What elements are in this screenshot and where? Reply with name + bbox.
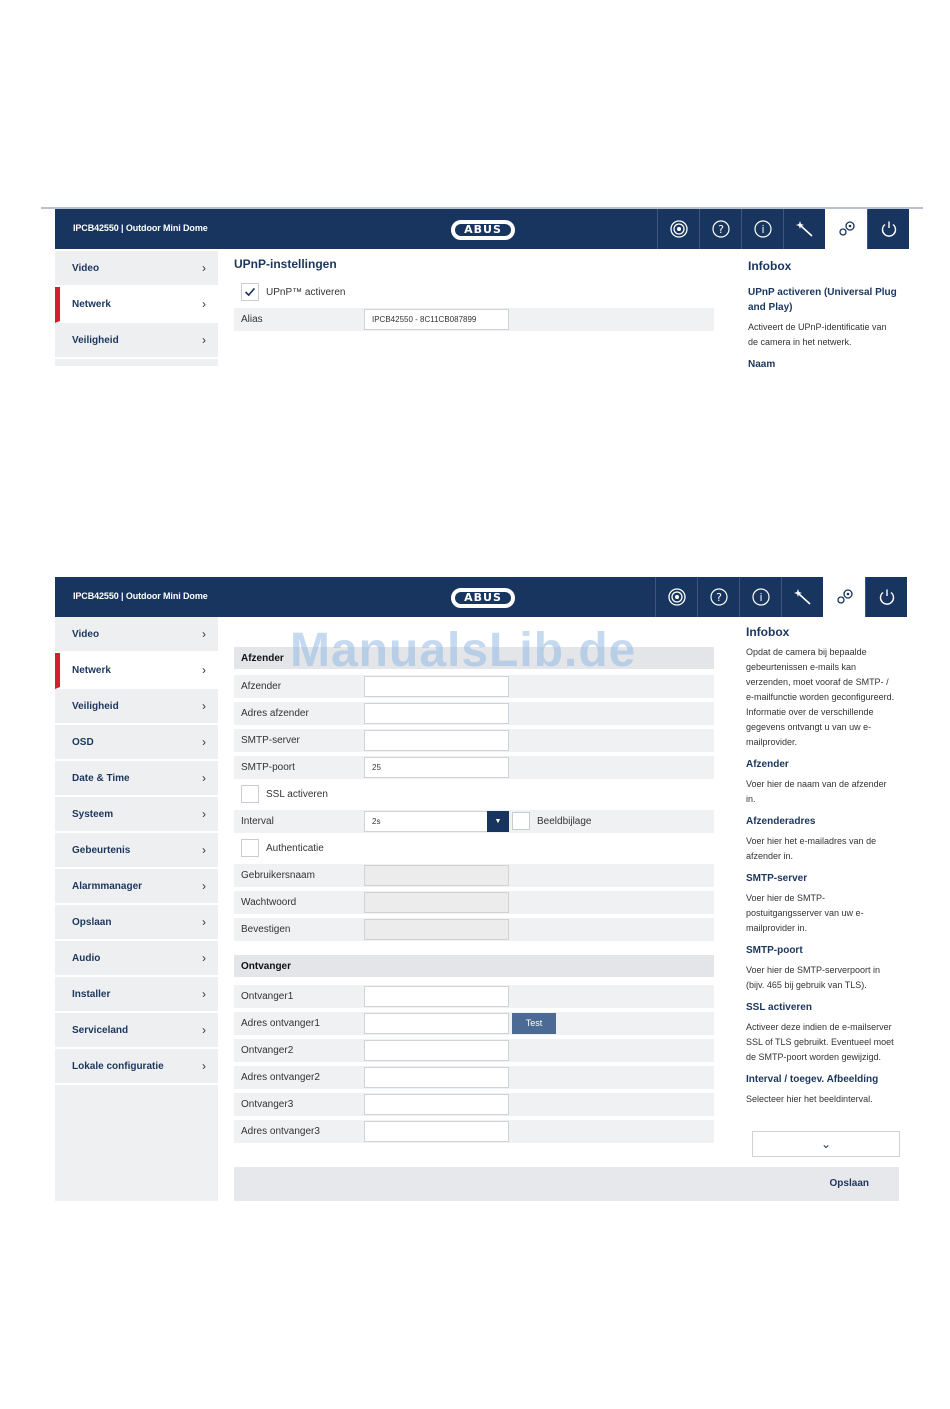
infobox-expand-button[interactable] — [752, 1131, 900, 1157]
form-row — [234, 837, 714, 860]
form-row — [234, 729, 714, 752]
chevron-right-icon: › — [202, 1023, 206, 1037]
sidebar-item-label: Systeem — [72, 808, 114, 820]
infobox-title: Infobox — [748, 259, 792, 273]
ontvanger2-input[interactable] — [364, 1040, 509, 1061]
sidebar-item-audio[interactable] — [55, 941, 218, 977]
chevron-right-icon: › — [202, 1059, 206, 1073]
sidebar-item-label: Netwerk — [72, 664, 111, 676]
smtp-poort-input[interactable]: 25 — [364, 757, 509, 778]
smtp-server-input[interactable] — [364, 730, 509, 751]
wachtwoord-input — [364, 892, 509, 913]
chevron-right-icon: › — [202, 843, 206, 857]
form-row — [234, 891, 714, 914]
infobox-heading: Afzender — [746, 759, 789, 770]
abus-logo-text: ABUS — [455, 224, 511, 236]
infobox-heading: SMTP-server — [746, 873, 808, 884]
sidebar-item-label: Serviceland — [72, 1024, 129, 1036]
chevron-right-icon: › — [202, 771, 206, 785]
adres-ontvanger2-label: Adres ontvanger2 — [241, 1072, 320, 1083]
wand-icon[interactable] — [783, 209, 825, 249]
chevron-right-icon: › — [202, 333, 206, 347]
gebruikersnaam-input — [364, 865, 509, 886]
camera-icon[interactable] — [655, 577, 697, 617]
form-row — [234, 985, 714, 1008]
chevron-right-icon: › — [202, 879, 206, 893]
chevron-right-icon: › — [202, 627, 206, 641]
alias-input[interactable]: IPCB42550 - 8C11CB087899 — [364, 309, 509, 330]
sidebar-item-label: OSD — [72, 736, 94, 748]
sidebar — [55, 251, 218, 366]
top-bar — [55, 209, 909, 249]
chevron-right-icon: › — [202, 951, 206, 965]
camera-icon[interactable] — [657, 209, 699, 249]
settings-icon[interactable] — [825, 209, 867, 249]
sidebar-item-video[interactable] — [55, 617, 218, 653]
ontvanger1-input[interactable] — [364, 986, 509, 1007]
infobox-heading: Afzenderadres — [746, 816, 816, 827]
form-row — [234, 810, 714, 833]
infobox — [748, 259, 898, 377]
beeldbijlage-label: Beeldbijlage — [537, 816, 592, 827]
infobox-heading-naam: Naam — [748, 359, 776, 370]
ontvanger2-label: Ontvanger2 — [241, 1045, 294, 1056]
infobox-text: Activeert de UPnP-identificatie van de camera in het netwerk. — [748, 322, 887, 347]
dropdown-arrow-icon: ▼ — [487, 811, 509, 832]
info-icon[interactable] — [741, 209, 783, 249]
wand-icon[interactable] — [781, 577, 823, 617]
power-icon[interactable] — [867, 209, 909, 249]
sidebar-item-label: Date & Time — [72, 772, 130, 784]
authenticatie-checkbox[interactable] — [241, 839, 259, 857]
page-title: UPnP-instellingen — [234, 257, 337, 271]
infobox-text: Selecteer hier het beeldinterval. — [746, 1094, 873, 1104]
form-row — [234, 756, 714, 779]
smtp-poort-label: SMTP-poort — [241, 762, 295, 773]
form-row — [234, 1066, 714, 1089]
checkmark-icon — [242, 284, 258, 300]
adres-ontvanger1-label: Adres ontvanger1 — [241, 1018, 320, 1029]
device-title: IPCB42550 | Outdoor Mini Dome — [73, 591, 208, 601]
chevron-right-icon: › — [202, 735, 206, 749]
form-row — [234, 1039, 714, 1062]
infobox-title: Infobox — [746, 625, 790, 639]
smtp-server-label: SMTP-server — [241, 735, 300, 746]
afzender-label: Afzender — [241, 681, 282, 692]
sidebar-item-date-time[interactable] — [55, 761, 218, 797]
sidebar-item-label: Netwerk — [72, 298, 111, 310]
alias-label: Alias — [241, 314, 263, 325]
svg-text:i: i — [760, 223, 765, 236]
sidebar-item-netwerk[interactable] — [55, 287, 218, 323]
upnp-checkbox-label: UPnP™ activeren — [266, 287, 346, 298]
save-button[interactable]: Opslaan — [829, 1178, 869, 1189]
form-row — [234, 1093, 714, 1116]
form-row — [234, 675, 714, 698]
adres-ontvanger3-input[interactable] — [364, 1121, 509, 1142]
toolbar — [657, 209, 909, 249]
ontvanger3-input[interactable] — [364, 1094, 509, 1115]
sidebar-item-gebeurtenis[interactable] — [55, 833, 218, 869]
infobox-heading: SMTP-poort — [746, 945, 803, 956]
sidebar-item-label: Installer — [72, 988, 111, 1000]
infobox-text: Voer hier de SMTP-serverpoort in (bijv. 465 bij gebruik van TLS). — [746, 965, 881, 990]
sidebar-item-label: Veiligheid — [72, 334, 119, 346]
form-row — [234, 783, 714, 806]
infobox-heading: SSL activeren — [746, 1002, 812, 1013]
sidebar-item-installer[interactable] — [55, 977, 218, 1013]
adres-afzender-input[interactable] — [364, 703, 509, 724]
sidebar-item-label: Video — [72, 628, 100, 640]
bevestigen-input — [364, 919, 509, 940]
sidebar-item-opslaan[interactable] — [55, 905, 218, 941]
infobox — [746, 625, 898, 1161]
infobox-text: Voer hier het e-mailadres van de afzender in. — [746, 836, 877, 861]
infobox-intro: Opdat de camera bij bepaalde gebeurtenissen e-mails kan verzenden, moet vooraf de SMTP- / e-mailfunctie worden geconfigureerd. Informatie over de verschillende gegevens ontvangt u van uw e-mailprovider. — [746, 647, 895, 747]
sidebar-item-alarmmanager[interactable] — [55, 869, 218, 905]
adres-ontvanger1-input[interactable] — [364, 1013, 509, 1034]
adres-ontvanger3-label: Adres ontvanger3 — [241, 1126, 320, 1137]
ssl-checkbox[interactable] — [241, 785, 259, 803]
main-panel — [234, 617, 714, 1147]
interval-select[interactable] — [364, 811, 509, 832]
device-title: IPCB42550 | Outdoor Mini Dome — [73, 223, 208, 233]
sidebar-item-label: Lokale configuratie — [72, 1060, 164, 1072]
infobox-text: Voer hier de SMTP-postuitgangsserver van uw e-mailprovider in. — [746, 893, 864, 933]
sidebar-item-label: Veiligheid — [72, 700, 119, 712]
interval-value: 2s — [372, 817, 381, 826]
sidebar-item-serviceland[interactable] — [55, 1013, 218, 1049]
footer-bar — [234, 1167, 899, 1201]
chevron-down-icon: ⌄ — [820, 1137, 832, 1151]
sidebar-item-lokale-configuratie[interactable] — [55, 1049, 218, 1085]
sidebar-item-label: Opslaan — [72, 916, 112, 928]
main-panel — [234, 257, 714, 335]
chevron-right-icon: › — [202, 261, 206, 275]
top-bar — [55, 577, 907, 617]
section-ontvanger: Ontvanger — [234, 955, 714, 977]
svg-text:i: i — [758, 591, 763, 604]
afzender-input[interactable] — [364, 676, 509, 697]
gebruikersnaam-label: Gebruikersnaam — [241, 870, 315, 881]
toolbar — [655, 577, 907, 617]
form-row — [234, 1012, 714, 1035]
ontvanger3-label: Ontvanger3 — [241, 1099, 294, 1110]
bevestigen-label: Bevestigen — [241, 924, 291, 935]
infobox-heading: UPnP activeren (Universal Plug and Play) — [748, 287, 897, 313]
chevron-right-icon: › — [202, 987, 206, 1001]
help-icon[interactable] — [697, 577, 739, 617]
authenticatie-label: Authenticatie — [266, 843, 324, 854]
wachtwoord-label: Wachtwoord — [241, 897, 297, 908]
sidebar-item-video[interactable] — [55, 251, 218, 287]
sidebar-item-label: Alarmmanager — [72, 880, 143, 892]
help-icon[interactable] — [699, 209, 741, 249]
sidebar-item-label: Video — [72, 262, 100, 274]
sidebar-item-label: Audio — [72, 952, 101, 964]
svg-text:?: ? — [717, 223, 724, 236]
sidebar-item-systeem[interactable] — [55, 797, 218, 833]
svg-text:?: ? — [715, 591, 722, 604]
info-icon[interactable] — [739, 577, 781, 617]
test-button[interactable]: Test — [512, 1013, 556, 1034]
section-afzender: Afzender — [234, 647, 714, 669]
form-row — [234, 1120, 714, 1143]
chevron-right-icon: › — [202, 699, 206, 713]
ssl-label: SSL activeren — [266, 789, 328, 800]
sidebar-item-veiligheid[interactable] — [55, 323, 218, 359]
infobox-text: Activeer deze indien de e-mailserver SSL of TLS gebruikt. Eventueel moet de SMTP-poort worden gewijzigd. — [746, 1022, 894, 1062]
upnp-row — [234, 281, 714, 304]
upnp-checkbox[interactable] — [241, 283, 259, 301]
sidebar — [55, 617, 218, 1201]
sidebar-item-veiligheid[interactable] — [55, 689, 218, 725]
chevron-right-icon: › — [202, 663, 206, 677]
infobox-heading: Interval / toegev. Afbeelding — [746, 1074, 879, 1085]
chevron-right-icon: › — [202, 297, 206, 311]
sidebar-item-osd[interactable] — [55, 725, 218, 761]
form-row — [234, 918, 714, 941]
infobox-text: Voer hier de naam van de afzender in. — [746, 779, 887, 804]
sidebar-item-label: Gebeurtenis — [72, 844, 131, 856]
beeldbijlage-checkbox[interactable] — [512, 812, 530, 830]
power-icon[interactable] — [865, 577, 907, 617]
adres-ontvanger2-input[interactable] — [364, 1067, 509, 1088]
interval-label: Interval — [241, 816, 274, 827]
upnp-screenshot — [41, 207, 923, 370]
abus-logo-text: ABUS — [455, 592, 511, 604]
sidebar-item-netwerk[interactable] — [55, 653, 218, 689]
alias-row — [234, 308, 714, 331]
watermark: ManualsLib.de — [290, 624, 637, 677]
ontvanger1-label: Ontvanger1 — [241, 991, 294, 1002]
chevron-right-icon: › — [202, 915, 206, 929]
chevron-right-icon: › — [202, 807, 206, 821]
abus-logo — [451, 588, 515, 608]
form-row — [234, 864, 714, 887]
adres-afzender-label: Adres afzender — [241, 708, 309, 719]
form-row — [234, 702, 714, 725]
abus-logo — [451, 220, 515, 240]
settings-icon[interactable] — [823, 577, 865, 617]
